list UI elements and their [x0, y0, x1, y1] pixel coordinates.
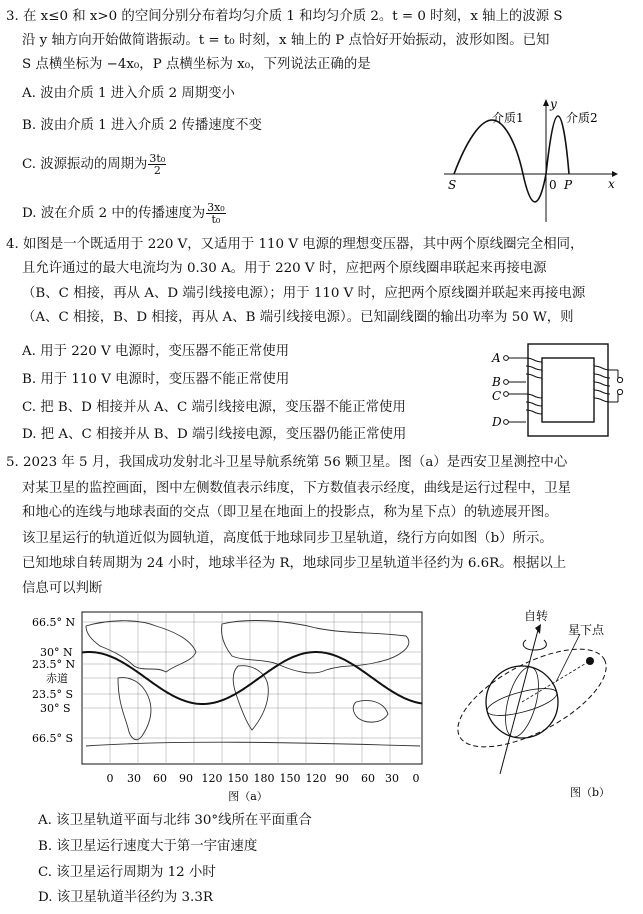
q4-option-c: C. 把 B、D 相接并从 A、C 端引线接电源，变压器不能正常使用: [22, 400, 406, 415]
q4-label-d: D: [492, 415, 502, 429]
q4-terminal-a: [504, 356, 509, 361]
q5-globe-caption: 图（b）: [570, 786, 611, 799]
q3-option-d-denominator: t₀: [211, 213, 221, 226]
q3-label-medium2: 介质2: [566, 111, 598, 125]
q4-terminal-out-2: [617, 389, 622, 394]
q4-stem-line-3: （B、C 相接，再从 A、D 端引线接电源）；用于 110 V 时，应把两个原线圈并联起来再接电源: [22, 286, 586, 301]
q5-option-c: C. 该卫星运行周期为 12 小时: [38, 865, 216, 880]
q5-lon-label-6: 180: [253, 772, 275, 785]
q4-terminal-c: [504, 392, 509, 397]
q5-stem-line-6: 信息可以判断: [22, 581, 103, 596]
q3-label-p: P: [564, 178, 573, 192]
q5-lon-label-2: 60: [153, 772, 167, 785]
q5-lon-label-12: 0: [412, 772, 420, 785]
q4-label-a: A: [492, 351, 501, 365]
q4-label-b: B: [492, 375, 501, 389]
q5-map-caption: 图（a）: [228, 790, 268, 803]
q5-lon-label-3: 90: [179, 772, 193, 785]
q5-satellite: [586, 657, 594, 665]
q3-label-y: y: [550, 98, 557, 111]
q4-core-inner: [542, 358, 594, 422]
q3-label-x: x: [608, 177, 615, 191]
q5-map-frame: [82, 612, 422, 764]
q5-lon-label-5: 150: [227, 772, 249, 785]
q4-transformer-figure: [486, 338, 636, 444]
q3-option-c-denominator: 2: [153, 164, 161, 177]
q4-option-b: B. 用于 110 V 电源时，变压器不能正常使用: [22, 372, 290, 387]
q4-terminal-d: [504, 420, 509, 425]
q3-label-origin: 0: [549, 178, 557, 192]
q5-option-d: D. 该卫星轨道半径约为 3.3R: [38, 890, 213, 905]
q5-lat-label-23n: 23.5° N: [32, 658, 76, 671]
q5-lon-label-7: 150: [279, 772, 301, 785]
q5-lat-label-equator: 赤道: [46, 672, 68, 685]
q3-option-b: B. 波由介质 1 进入介质 2 传播速度不变: [22, 118, 262, 133]
q5-stem-line-3: 和地心的连线与地球表面的交点（即卫星在地面上的投影点，称为星下点）的轨迹展开图。: [22, 505, 558, 520]
q5-stem-line-4: 该卫星运行的轨道近似为圆轨道，高度低于地球同步卫星轨道，绕行方向如图（b）所示。: [22, 531, 553, 546]
q5-lat-label-23s: 23.5° S: [32, 688, 74, 701]
q5-map-grid: [82, 612, 422, 764]
q4-label-c: C: [492, 389, 502, 403]
q5-option-a: A. 该卫星轨道平面与北纬 30°线所在平面重合: [38, 813, 312, 828]
q3-stem-line-1: 3. 在 x≤0 和 x>0 的空间分别分布着均匀介质 1 和均匀介质 2。t = 0 时刻，x 轴上的波源 S: [6, 9, 563, 24]
q3-stem-line-3: S 点横坐标为 −4x₀，P 点横坐标为 x₀，下列说法正确的是: [22, 57, 371, 72]
q5-lat-label-30s: 30° S: [40, 702, 71, 715]
q5-axis-arrow: [535, 624, 541, 634]
q4-stem-line-2: 且允许通过的最大电流均为 0.30 A。用于 220 V 时，应把两个原线圈串联起来再接电源: [22, 261, 547, 276]
q5-lon-label-4: 120: [201, 772, 223, 785]
q3-option-c-numerator: 3t₀: [149, 152, 166, 165]
q5-lon-label-9: 90: [335, 772, 349, 785]
q5-globe-figure: [440, 604, 636, 804]
q4-primary-coil-1: [508, 358, 542, 382]
q5-lat-label-66s: 66.5° S: [32, 732, 74, 745]
q4-stem-line-4: （A、C 相接，B、D 相接，再从 A、B 端引线接电源）。已知副线圈的输出功率为 50 W，则: [22, 310, 574, 325]
q5-label-subpoint: 星下点: [568, 623, 605, 637]
q5-lon-label-10: 60: [361, 772, 375, 785]
q4-option-a: A. 用于 220 V 电源时，变压器不能正常使用: [22, 344, 290, 359]
q3-label-s: S: [448, 178, 457, 192]
q5-lon-label-0: 0: [106, 772, 114, 785]
q4-stem-line-1: 4. 如图是一个既适用于 220 V，又适用于 110 V 电源的理想变压器，其中两个原线圈完全相同，: [6, 237, 584, 252]
q3-option-d: [22, 202, 226, 225]
q5-lon-label-8: 120: [305, 772, 327, 785]
q4-option-d: D. 把 A、C 相接并从 B、D 端引线接电源，变压器仍能正常使用: [22, 427, 407, 442]
q5-label-rotation: 自转: [524, 609, 549, 623]
q3-option-c-text: C. 波源振动的周期为: [22, 157, 148, 172]
q3-wave-figure: [440, 98, 620, 226]
q3-option-d-numerator: 3x₀: [207, 201, 225, 214]
q4-terminal-out-1: [617, 377, 622, 382]
q3-option-c: [22, 153, 166, 176]
q5-lon-label-11: 30: [385, 772, 399, 785]
q5-stem-line-2: 对某卫星的监控画面，图中左侧数值表示纬度，下方数值表示经度，曲线是运行过程中，卫星: [22, 481, 572, 496]
q5-lon-label-1: 30: [127, 772, 141, 785]
q5-option-b: B. 该卫星运行速度大于第一宇宙速度: [38, 839, 258, 854]
q3-option-d-text: D. 波在介质 2 中的传播速度为: [22, 206, 206, 221]
q3-stem-line-2: 沿 y 轴方向开始做简谐振动。t = t₀ 时刻，x 轴上的 P 点恰好开始振动，波形如图。已知: [22, 33, 550, 48]
q5-map-figure: [26, 606, 436, 804]
q3-y-arrow: [543, 99, 549, 106]
q3-label-medium1: 介质1: [492, 111, 524, 125]
q5-lat-label-30n: 30° N: [40, 646, 73, 659]
q4-terminal-b: [504, 380, 509, 385]
q5-rotation-axis: [500, 630, 538, 774]
q5-stem-line-1: 5. 2023 年 5 月，我国成功发射北斗卫星导航系统第 56 颗卫星。图（a）是西安卫星测控中心: [6, 455, 568, 470]
q4-primary-coil-2: [508, 394, 542, 422]
q5-lat-label-66n: 66.5° N: [32, 616, 76, 629]
q3-option-c-fraction: [148, 153, 166, 176]
q5-stem-line-5: 已知地球自转周期为 24 小时，地球半径为 R，地球同步卫星轨道半径约为 6.6R。根据以上: [22, 556, 567, 571]
q5-subpoint-leader: [556, 634, 580, 682]
q3-option-d-fraction: [206, 202, 226, 225]
q4-secondary-coil: [594, 366, 618, 402]
q3-option-a: A. 波由介质 1 进入介质 2 周期变小: [22, 86, 235, 101]
